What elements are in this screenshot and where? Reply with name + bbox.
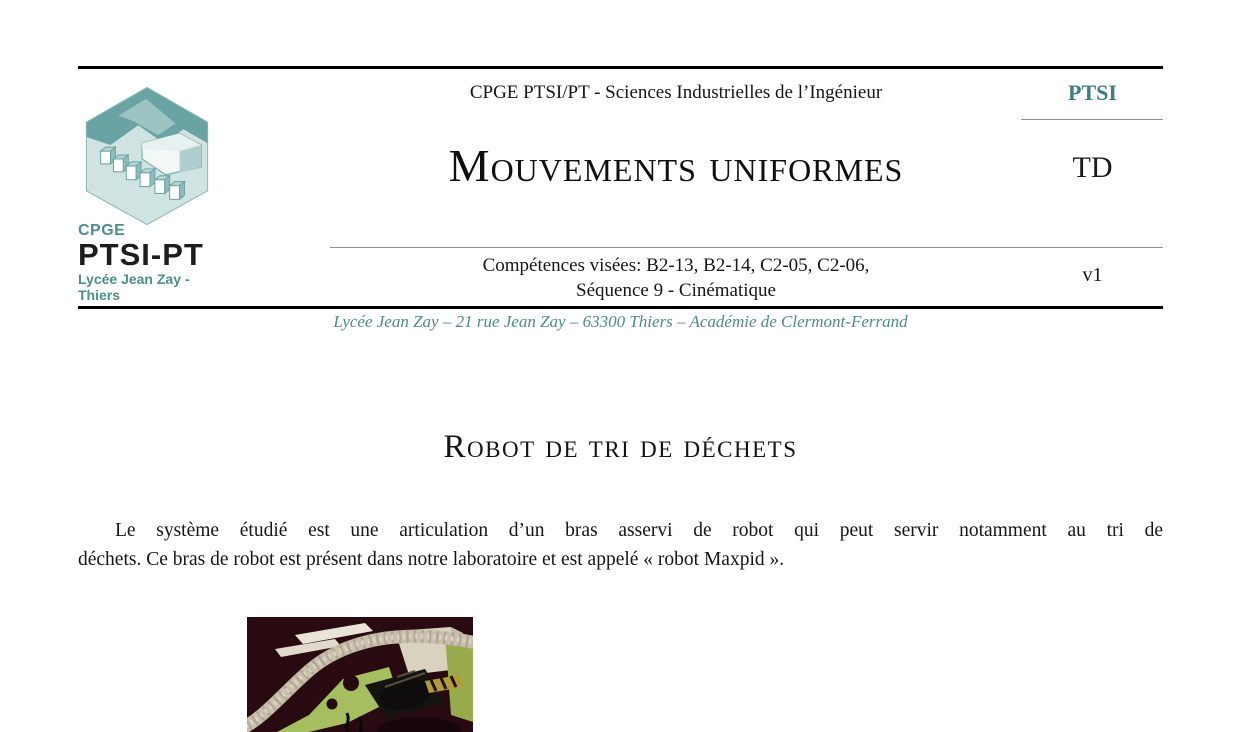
logo-school-label: Lycée Jean Zay - Thiers	[78, 271, 190, 303]
robot-maxpid-photo-image	[247, 617, 473, 732]
competences-block	[330, 253, 1022, 303]
intro-paragraph-line: déchets. Ce bras de robot est présent dans notre laboratoire et est appelé « robot Maxpid ».	[78, 549, 785, 570]
document-title: Mouvements uniformes	[448, 140, 904, 191]
middle-divider	[330, 247, 1163, 248]
doc-type-label: TD	[1072, 151, 1113, 184]
competences-line: Compétences visées: B2-13, B2-14, C2-05, C2-06,	[482, 255, 870, 276]
top-rule	[78, 66, 1163, 69]
right-column-divider	[1021, 119, 1163, 120]
section-title: Robot de tri de déchets	[443, 429, 798, 465]
logo-org-label: CPGE	[78, 222, 126, 239]
robot-maxpid-photo	[247, 617, 473, 732]
course-line: CPGE PTSI/PT - Sciences Industrielles de l’Ingénieur	[469, 82, 883, 103]
version-label: v1	[1082, 264, 1103, 286]
bottom-rule	[78, 306, 1163, 309]
class-label: PTSI	[1068, 80, 1117, 105]
school-logo	[78, 86, 218, 303]
school-address-line: Lycée Jean Zay – 21 rue Jean Zay – 63300 Thiers – Académie de Clermont-Ferrand	[333, 312, 908, 331]
intro-paragraph-line: Le système étudié est une articulation d’un bras asservi de robot qui peut servir notamment au tri de	[115, 520, 1163, 541]
logo-name-label: PTSI-PT	[78, 237, 204, 272]
intro-paragraph	[78, 516, 1163, 574]
school-logo-emblem-icon	[80, 86, 215, 226]
sequence-line: Séquence 9 - Cinématique	[576, 280, 776, 301]
